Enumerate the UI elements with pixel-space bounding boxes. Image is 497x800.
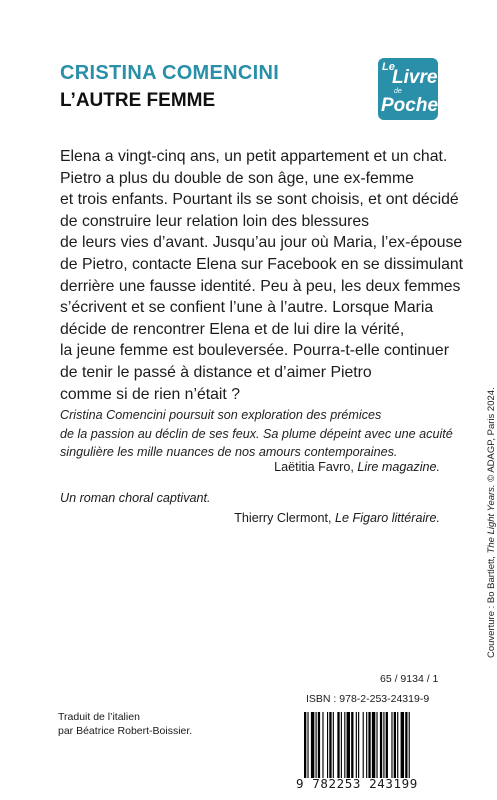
barcode-digits: 9 782253 243199	[296, 776, 418, 791]
blurb-line: de Pietro, contacte Elena sur Facebook en se dissimulant	[60, 255, 464, 273]
publication-name: Le Figaro littéraire.	[335, 511, 440, 525]
barcode-bar	[356, 712, 357, 778]
barcode-bar	[391, 712, 392, 778]
blurb-line: Elena a vingt-cinq ans, un petit appartement et un chat.	[60, 148, 448, 165]
barcode-bar	[322, 712, 323, 778]
blurb-line: de tenir le passé à distance et d’aimer Pietro	[60, 363, 372, 381]
barcode	[302, 712, 460, 778]
review-line: singulière les mille nuances de nos amours contemporaines.	[60, 445, 398, 459]
translator-line: Traduit de l’italien	[58, 711, 140, 723]
barcode-bar	[366, 712, 367, 778]
blurb-line: s’écrivent et se confient l’une à l’autre. Lorsque Maria	[60, 299, 434, 317]
cover-credit	[486, 358, 497, 658]
barcode-bar	[376, 712, 377, 778]
barcode-bar	[333, 712, 334, 778]
blurb-line: derrière une fausse identité. Peu à peu, les deux femmes	[60, 277, 461, 295]
blurb	[60, 146, 470, 405]
barcode-bar	[383, 712, 384, 778]
barcode-bar	[372, 712, 375, 778]
barcode-bar	[397, 712, 398, 778]
barcode-bar	[386, 712, 388, 778]
barcode-bar	[344, 712, 345, 778]
barcode-bar	[409, 712, 410, 778]
barcode-bar	[327, 712, 328, 778]
critic-name: Thierry Clermont,	[234, 511, 332, 525]
credit-work: The Light Years.	[486, 484, 497, 554]
credit-suffix: © ADAGP, Paris 2024.	[486, 387, 497, 482]
barcode-bar	[341, 712, 342, 778]
barcode-bar	[401, 712, 404, 778]
barcode-bar	[316, 712, 317, 778]
review-line: de la passion au déclin de ses feux. Sa plume dépeint avec une acuité	[60, 426, 453, 441]
author-name: CRISTINA COMENCINI	[60, 62, 280, 84]
barcode-bar	[394, 712, 396, 778]
review-quote	[60, 406, 460, 462]
blurb-line: Pietro a plus du double de son âge, une ex-femme	[60, 169, 414, 187]
book-title: L’AUTRE FEMME	[60, 90, 216, 111]
translator-line: par Béatrice Robert-Boissier.	[58, 725, 193, 737]
logo-text-poche: Poche	[381, 95, 439, 116]
publisher-logo	[378, 58, 438, 120]
isbn: ISBN : 978-2-253-24319-9	[306, 693, 430, 705]
blurb-line: de leurs vies d’avant. Jusqu’au jour où Maria, l’ex-épouse	[60, 234, 463, 252]
barcode-bar	[318, 712, 320, 778]
blurb-line: et trois enfants. Pourtant ils se sont choisis, et ont décidé	[60, 191, 459, 209]
blurb-line: la jeune femme est bouleversée. Pourra-t-elle continuer	[60, 342, 449, 360]
critic-name: Laëtitia Favro,	[274, 460, 354, 474]
barcode-bar	[347, 712, 350, 778]
logo-text-livre: Livre	[392, 67, 438, 88]
review-line: Cristina Comencini poursuit son exploration des prémices	[60, 408, 382, 422]
barcode-bar	[380, 712, 382, 778]
review-attribution	[234, 511, 440, 525]
barcode-bar	[405, 712, 407, 778]
barcode-bar	[329, 712, 331, 778]
barcode-bar	[351, 712, 353, 778]
barcode-bar	[337, 712, 339, 778]
credit-prefix: Couverture : Bo Bartlett,	[486, 556, 497, 658]
barcode-bar	[358, 712, 359, 778]
publication-name: Lire magazine.	[357, 460, 440, 474]
barcode-bar	[311, 712, 314, 778]
catalog-code: 65 / 9134 / 1	[380, 673, 439, 685]
logo-text-le: Le	[382, 61, 395, 73]
translator-credit	[58, 710, 192, 738]
blurb-line: comme si de rien n’était ?	[60, 385, 240, 403]
blurb-line: de construire leur relation loin des blessures	[60, 212, 370, 230]
blurb-line: décide de rencontrer Elena et de lui dire la vérité,	[60, 320, 405, 338]
review-tagline: Un roman choral captivant.	[60, 491, 211, 505]
review-attribution	[274, 460, 440, 474]
logo-text-de: de	[394, 88, 402, 95]
barcode-bar	[363, 712, 364, 778]
barcode-bar	[368, 712, 370, 778]
barcode-bar	[304, 712, 306, 778]
barcode-bar	[307, 712, 308, 778]
